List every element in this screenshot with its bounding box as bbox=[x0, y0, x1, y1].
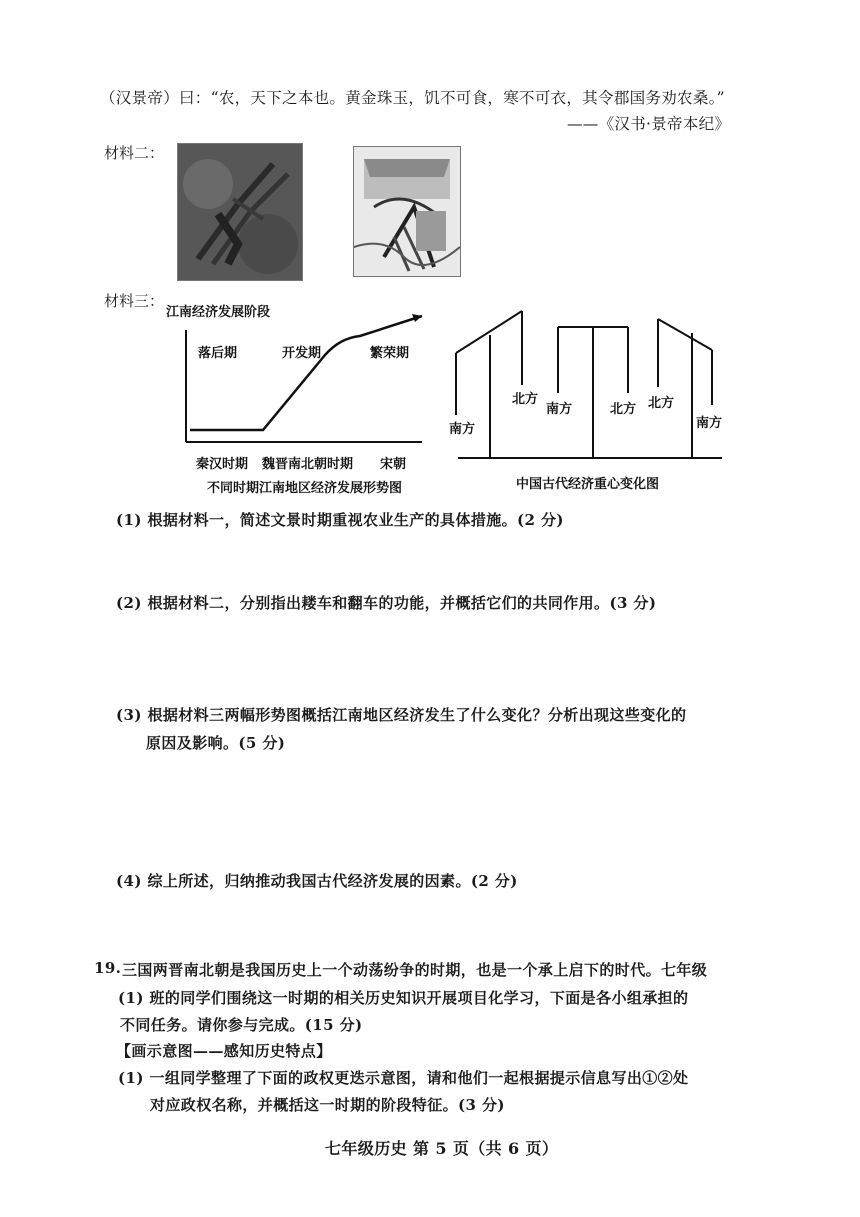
material1-quote: （汉景帝）曰：“农，天下之本也。黄金珠玉，饥不可食，寒不可衣，其令郡国务劝农桑。” bbox=[100, 89, 725, 107]
material1-source: ——《汉书·景帝本纪》 bbox=[567, 115, 731, 133]
jiangnan-chart-ylabel: 江南经济发展阶段 bbox=[166, 305, 271, 320]
period-song: 宋朝 bbox=[380, 457, 407, 472]
material3-label: 材料三： bbox=[104, 292, 165, 310]
question-3-line1: (3) 根据材料三两幅形势图概括江南地区经济发生了什么变化？分析出现这些变化的 bbox=[116, 706, 687, 724]
q19-number: 19. bbox=[94, 959, 122, 977]
economic-center-shift-chart bbox=[440, 305, 730, 500]
stage-prosperous: 繁荣期 bbox=[370, 346, 410, 361]
question-3-line2: 原因及影响。(5 分) bbox=[146, 734, 286, 752]
question-2: (2) 根据材料二，分别指出耧车和翻车的功能，并概括它们的共同作用。(3 分) bbox=[116, 594, 657, 612]
jiangnan-development-chart bbox=[160, 300, 440, 500]
scale3-south-label: 南方 bbox=[696, 416, 723, 431]
scale3-beam bbox=[658, 319, 712, 350]
period-qin-han: 秦汉时期 bbox=[196, 457, 249, 472]
q19-line2: (1) 班的同学们围绕这一时期的相关历史知识开展项目化学习，下面是各小组承担的 bbox=[118, 989, 689, 1007]
question-4: (4) 综上所述，归纳推动我国古代经济发展的因素。(2 分) bbox=[116, 872, 518, 890]
q19-sub1-line1: (1) 一组同学整理了下面的政权更迭示意图，请和他们一起根据提示信息写出①②处 bbox=[118, 1069, 689, 1087]
louche-image bbox=[178, 144, 302, 280]
jiangnan-chart-caption: 不同时期江南地区经济发展形势图 bbox=[207, 481, 403, 496]
jiangnan-trend-line bbox=[190, 316, 422, 430]
period-wei-jin: 魏晋南北朝时期 bbox=[262, 457, 354, 472]
scale2-south-label: 南方 bbox=[546, 402, 573, 417]
q19-line1: 三国两晋南北朝是我国历史上一个动荡纷争的时期，也是一个承上启下的时代。七年级 bbox=[122, 961, 708, 979]
q19-line3: 不同任务。请你参与完成。(15 分) bbox=[120, 1016, 363, 1034]
stage-developing: 开发期 bbox=[282, 346, 322, 361]
q19-sub1-line2: 对应政权名称，并概括这一时期的阶段特征。(3 分) bbox=[150, 1096, 505, 1114]
scale2-north-label: 北方 bbox=[610, 402, 637, 417]
louche-photo bbox=[177, 143, 303, 281]
center-shift-caption: 中国古代经济重心变化图 bbox=[516, 477, 660, 492]
fanche-image bbox=[354, 147, 460, 276]
question-1: (1) 根据材料一，简述文景时期重视农业生产的具体措施。(2 分) bbox=[116, 511, 564, 529]
scale1-south-label: 南方 bbox=[449, 422, 476, 437]
page-footer: 七年级历史 第 5 页（共 6 页） bbox=[325, 1139, 559, 1158]
stage-backward: 落后期 bbox=[198, 346, 238, 361]
q19-section-title: 【画示意图——感知历史特点】 bbox=[116, 1042, 332, 1060]
scale1-north-label: 北方 bbox=[512, 392, 539, 407]
material2-label: 材料二： bbox=[104, 144, 165, 162]
scale3-north-label: 北方 bbox=[648, 396, 675, 411]
fanche-picture bbox=[353, 146, 461, 277]
